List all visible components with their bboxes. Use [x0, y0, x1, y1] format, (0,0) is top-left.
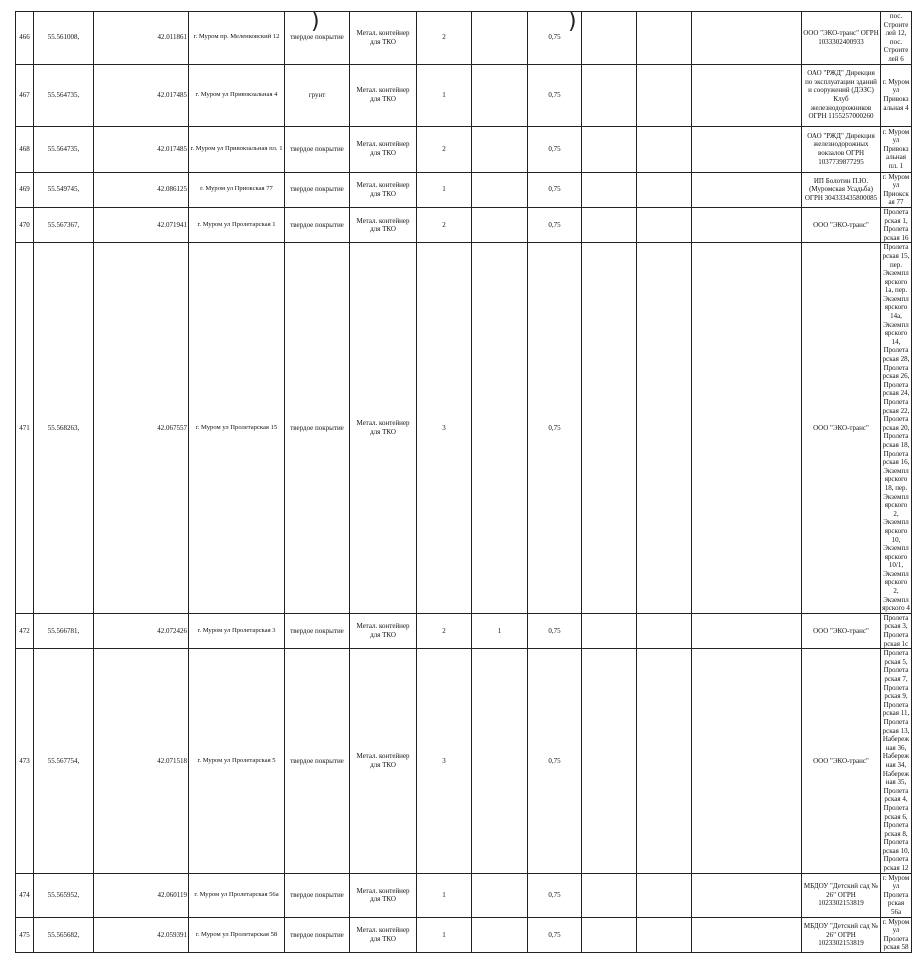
scan-bracket-mark: ): [311, 9, 320, 34]
extra-count-cell: [472, 243, 528, 614]
latitude-cell: 55.567367,: [34, 207, 94, 242]
table-row: [16, 613, 912, 648]
container-count-cell: 3: [417, 243, 472, 614]
empty-cell: [582, 207, 637, 242]
empty-cell: [692, 207, 802, 242]
longitude-cell: 42.059391: [94, 917, 189, 952]
row-number-cell: 468: [16, 126, 34, 172]
longitude-cell: 42.072426: [94, 613, 189, 648]
table-row: [16, 172, 912, 207]
row-number-cell: 469: [16, 172, 34, 207]
empty-cell: [637, 613, 692, 648]
empty-cell: [582, 613, 637, 648]
surface-cell: твердое покрытие: [285, 917, 350, 952]
address-cell: г. Муром ул Пролетарская 56а: [189, 873, 285, 917]
volume-cell: 0,75: [528, 873, 582, 917]
longitude-cell: 42.071518: [94, 649, 189, 873]
scan-bracket-mark: ): [568, 9, 577, 34]
container-count-cell: 3: [417, 649, 472, 873]
surface-cell: грунт: [285, 64, 350, 126]
extra-count-cell: [472, 873, 528, 917]
empty-cell: [692, 649, 802, 873]
empty-cell: [637, 243, 692, 614]
volume-cell: 0,75: [528, 649, 582, 873]
waste-sources-cell: Пролетарская 5, Пролетарская 7, Пролетарская 9, Пролетарская 11, Пролетарская 13, Набережная 36, Набережная 34, Набережная 35, Пролетарская 4, Пролетарская 6, Пролетарская 8, Пролетарская 10, Пролетарская 12: [881, 649, 912, 873]
empty-cell: [692, 172, 802, 207]
address-cell: г. Муром ул Пролетарская 1: [189, 207, 285, 242]
row-number-cell: 473: [16, 649, 34, 873]
registry-sheet: [15, 9, 910, 953]
container-type-cell: Метал. контейнер для ТКО: [350, 613, 417, 648]
container-count-cell: 1: [417, 172, 472, 207]
surface-cell: твердое покрытие: [285, 12, 350, 65]
longitude-cell: 42.017485: [94, 64, 189, 126]
table-row: [16, 243, 912, 614]
empty-cell: [582, 172, 637, 207]
empty-cell: [637, 126, 692, 172]
owner-cell: ООО "ЭКО-транс" ОГРН 1033302400933: [802, 12, 881, 65]
waste-sources-cell: г. Муром ул Пролетарская 56а: [881, 873, 912, 917]
row-number-cell: 472: [16, 613, 34, 648]
container-type-cell: Метал. контейнер для ТКО: [350, 12, 417, 65]
container-type-cell: Метал. контейнер для ТКО: [350, 649, 417, 873]
waste-sources-cell: г. Муром ул Приокская 77: [881, 172, 912, 207]
waste-sources-cell: Пролетарская 15, пер. Экземплярского 1а, пер. Экземплярского 14а, Экземплярского 14, Пролетарская 28, Пролетарская 26, Пролетарская 24, Пролетарская 22, Пролетарская 20, Пролетарская 18, Пролетарская 16, Экземплярского 18, пер. Экземплярского 2, Экземплярского 10, Экземплярского 10/1, Экземплярского 2, Экземплярского 4: [882, 243, 910, 613]
waste-sources-cell: г. Муром ул Пролетарская 58: [881, 917, 912, 952]
address-cell: г. Муром ул Привокзальная пл. 1: [189, 126, 285, 172]
row-number-cell: 467: [16, 64, 34, 126]
volume-cell: 0,75: [528, 613, 582, 648]
address-cell: г. Муром ул Пролетарская 5: [189, 649, 285, 873]
surface-cell: твердое покрытие: [285, 207, 350, 242]
empty-cell: [692, 64, 802, 126]
row-number-cell: 466: [16, 12, 34, 65]
empty-cell: [582, 64, 637, 126]
owner-cell: ООО "ЭКО-транс": [802, 649, 881, 873]
empty-cell: [692, 126, 802, 172]
container-type-cell: Метал. контейнер для ТКО: [350, 126, 417, 172]
table-row: [16, 12, 912, 65]
container-type-cell: Метал. контейнер для ТКО: [350, 172, 417, 207]
owner-cell: ОАО "РЖД" Дирекция по эксплуатации зданий и сооружений (ДЭЗС) Клуб железнодорожников ОГРН 1155257000260: [802, 64, 881, 126]
owner-cell: МБДОУ "Детский сад № 26" ОГРН 1023302153819: [802, 873, 881, 917]
longitude-cell: 42.086125: [94, 172, 189, 207]
table-row: [16, 126, 912, 172]
empty-cell: [692, 243, 802, 614]
longitude-cell: 42.067557: [94, 243, 189, 614]
waste-sources-cell: г. Муром ул Привокзальная 4: [881, 64, 912, 126]
container-count-cell: 1: [417, 873, 472, 917]
surface-cell: твердое покрытие: [285, 243, 350, 614]
extra-count-cell: [472, 12, 528, 65]
row-number-cell: 474: [16, 873, 34, 917]
extra-count-cell: [472, 64, 528, 126]
latitude-cell: 55.567754,: [34, 649, 94, 873]
extra-count-cell: [472, 917, 528, 952]
empty-cell: [637, 64, 692, 126]
address-cell: г. Муром ул Приокская 77: [189, 172, 285, 207]
address-cell: г. Муром ул Привокзальная 4: [189, 64, 285, 126]
waste-sources-cell: Пролетарская 3, Пролетарская 1с: [881, 613, 912, 648]
container-count-cell: 1: [417, 917, 472, 952]
volume-cell: 0,75: [528, 64, 582, 126]
longitude-cell: 42.011861: [94, 12, 189, 65]
address-cell: г. Муром ул Пролетарская 15: [189, 243, 285, 614]
latitude-cell: 55.564735,: [34, 64, 94, 126]
surface-cell: твердое покрытие: [285, 172, 350, 207]
container-count-cell: 2: [417, 207, 472, 242]
owner-cell: ОАО "РЖД" Дирекция железнодорожных вокзалов ОГРН 1037739877295: [802, 126, 881, 172]
container-count-cell: 1: [417, 64, 472, 126]
table-row: [16, 917, 912, 952]
owner-cell: ООО "ЭКО-транс": [802, 207, 881, 242]
empty-cell: [582, 243, 637, 614]
latitude-cell: 55.549745,: [34, 172, 94, 207]
volume-cell: 0,75: [528, 917, 582, 952]
latitude-cell: 55.565682,: [34, 917, 94, 952]
address-cell: г. Муром ул Пролетарская 3: [189, 613, 285, 648]
table-row: [16, 649, 912, 873]
container-type-cell: Метал. контейнер для ТКО: [350, 243, 417, 614]
address-cell: г. Муром пр. Меленковский 12: [189, 12, 285, 65]
volume-cell: 0,75: [528, 12, 582, 65]
container-count-cell: 2: [417, 12, 472, 65]
volume-cell: 0,75: [528, 207, 582, 242]
longitude-cell: 42.017485: [94, 126, 189, 172]
row-number-cell: 475: [16, 917, 34, 952]
owner-cell: ООО "ЭКО-транс": [802, 243, 881, 614]
owner-cell: ООО "ЭКО-транс": [802, 613, 881, 648]
surface-cell: твердое покрытие: [285, 649, 350, 873]
table-row: [16, 64, 912, 126]
surface-cell: твердое покрытие: [285, 126, 350, 172]
empty-cell: [692, 917, 802, 952]
empty-cell: [582, 873, 637, 917]
latitude-cell: 55.561008,: [34, 12, 94, 65]
volume-cell: 0,75: [528, 172, 582, 207]
table-row: [16, 873, 912, 917]
waste-sources-cell: г. Муром ул Привокзальная пл. 1: [881, 126, 912, 172]
extra-count-cell: [472, 649, 528, 873]
latitude-cell: 55.564735,: [34, 126, 94, 172]
empty-cell: [692, 613, 802, 648]
empty-cell: [582, 649, 637, 873]
container-type-cell: Метал. контейнер для ТКО: [350, 207, 417, 242]
empty-cell: [582, 917, 637, 952]
empty-cell: [582, 126, 637, 172]
surface-cell: твердое покрытие: [285, 613, 350, 648]
empty-cell: [692, 873, 802, 917]
surface-cell: твердое покрытие: [285, 873, 350, 917]
empty-cell: [637, 12, 692, 65]
longitude-cell: 42.060119: [94, 873, 189, 917]
empty-cell: [637, 873, 692, 917]
table-row: [16, 207, 912, 242]
container-count-cell: 2: [417, 126, 472, 172]
container-count-cell: 2: [417, 613, 472, 648]
row-number-cell: 470: [16, 207, 34, 242]
container-type-cell: Метал. контейнер для ТКО: [350, 64, 417, 126]
volume-cell: 0,75: [528, 126, 582, 172]
latitude-cell: 55.565952,: [34, 873, 94, 917]
empty-cell: [637, 172, 692, 207]
extra-count-cell: [472, 207, 528, 242]
empty-cell: [692, 12, 802, 65]
container-sites-table: [15, 11, 912, 953]
volume-cell: 0,75: [528, 243, 582, 614]
row-number-cell: 471: [16, 243, 34, 614]
extra-count-cell: [472, 172, 528, 207]
container-type-cell: Метал. контейнер для ТКО: [350, 873, 417, 917]
latitude-cell: 55.566781,: [34, 613, 94, 648]
table-body: [16, 9, 912, 953]
waste-sources-cell: Пролетарская 1, Пролетарская 16: [881, 207, 912, 242]
waste-sources-cell: пос. Строителей 12, пос. Строителей 6: [881, 12, 912, 65]
latitude-cell: 55.568263,: [34, 243, 94, 614]
longitude-cell: 42.071941: [94, 207, 189, 242]
empty-cell: [582, 12, 637, 65]
empty-cell: [637, 917, 692, 952]
empty-cell: [637, 649, 692, 873]
empty-cell: [637, 207, 692, 242]
extra-count-cell: [472, 126, 528, 172]
container-type-cell: Метал. контейнер для ТКО: [350, 917, 417, 952]
owner-cell: ИП Болотин П.Ю. (Муромская Усадьба) ОГРН 304333435800085: [802, 172, 881, 207]
address-cell: г. Муром ул Пролетарская 58: [189, 917, 285, 952]
extra-count-cell: 1: [472, 613, 528, 648]
owner-cell: МБДОУ "Детский сад № 26" ОГРН 1023302153819: [802, 917, 881, 952]
